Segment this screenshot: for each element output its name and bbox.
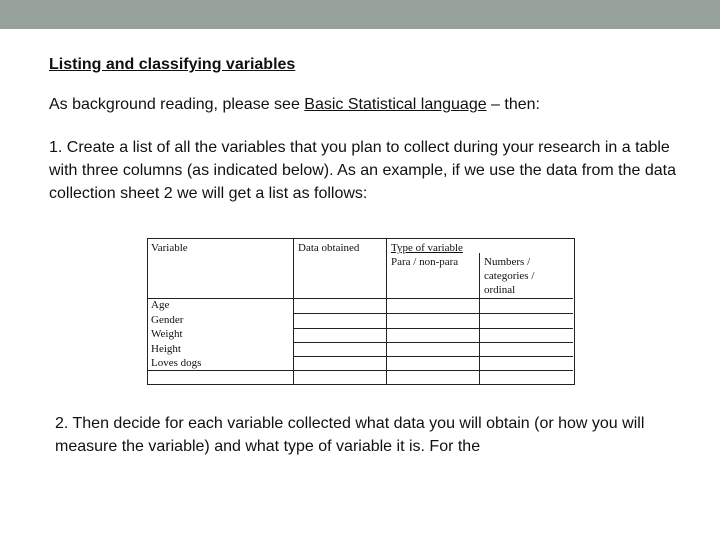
basic-statistical-language-link[interactable]: Basic Statistical language — [304, 96, 487, 113]
header-para-non-para: Para / non-para — [391, 256, 459, 268]
header-type-of-variable: Type of variable — [391, 242, 463, 254]
row-divider — [293, 356, 573, 357]
column-divider — [293, 239, 294, 384]
table-row-variable: Weight — [151, 328, 183, 340]
table-row-variable: Height — [151, 343, 181, 355]
intro-prefix: As background reading, please see — [49, 96, 305, 113]
row-divider — [293, 342, 573, 343]
column-divider — [386, 239, 387, 384]
table-row-variable: Gender — [151, 314, 184, 326]
page-title: Listing and classifying variables — [49, 56, 296, 73]
row-divider — [293, 313, 573, 314]
header-data-obtained: Data obtained — [298, 242, 360, 254]
row-divider — [148, 370, 573, 371]
variables-table — [147, 238, 575, 385]
column-divider — [479, 253, 480, 384]
instruction-step-1: 1. Create a list of all the variables that you plan to collect during your research in a table with three columns (as indicated below). As an example, if we use the data from the data collection sheet 2 we will get a list as follows: — [49, 139, 676, 202]
table-row-variable: Age — [151, 299, 170, 311]
header-categories-line: categories / — [484, 270, 535, 282]
row-divider — [293, 328, 573, 329]
instruction-step-2: 2. Then decide for each variable collected what data you will obtain (or how you will measure the variable) and what type of variable it is. For the — [55, 415, 645, 455]
header-ordinal-line: ordinal — [484, 284, 516, 296]
top-banner — [0, 0, 720, 29]
table-row-variable: Loves dogs — [151, 357, 202, 369]
row-divider — [148, 298, 573, 299]
header-variable: Variable — [151, 242, 188, 254]
header-numbers-line: Numbers / — [484, 256, 531, 268]
intro-sentence — [49, 96, 540, 114]
intro-suffix: – then: — [486, 96, 540, 113]
